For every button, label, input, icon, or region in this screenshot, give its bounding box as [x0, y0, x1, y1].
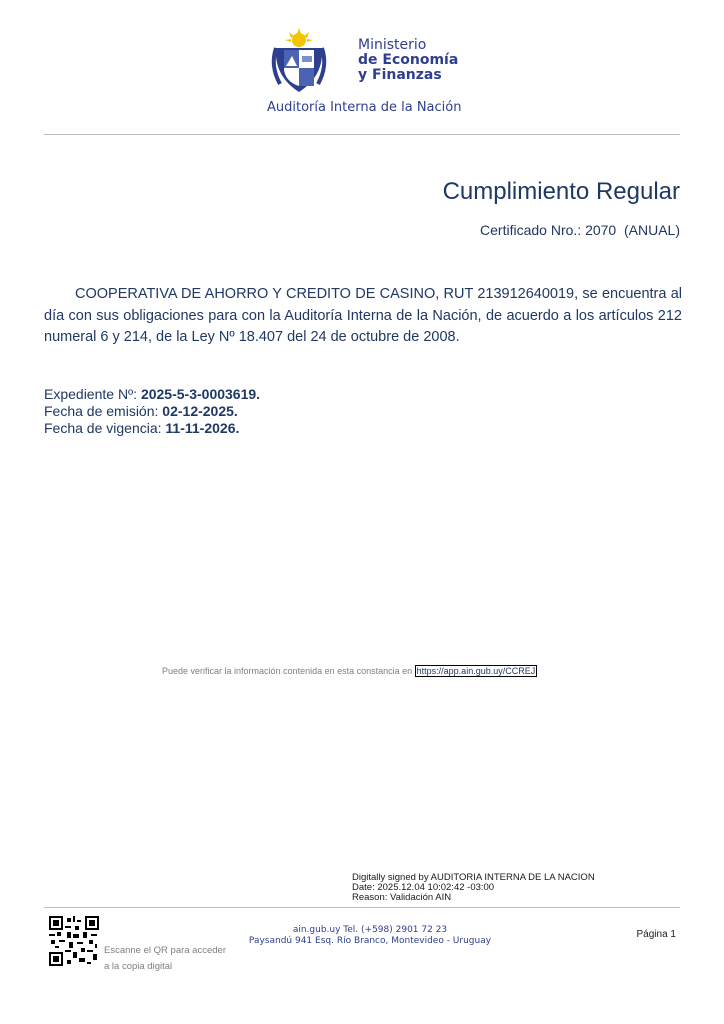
- ministry-name: [358, 38, 458, 83]
- expediente-label: Expediente Nº:: [44, 386, 141, 402]
- ministry-line-1: Ministerio: [358, 37, 427, 53]
- vigencia-row: [44, 420, 260, 437]
- vigencia-value: 11-11-2026.: [165, 420, 240, 436]
- agency-name: Auditoría Interna de la Nación: [267, 100, 462, 115]
- verification-text: Puede verificar la información contenida en esta constancia en: [162, 666, 415, 676]
- qr-caption-line-2: a la copia digital: [104, 961, 173, 972]
- contact-line-1: ain.gub.uy Tel. (+598) 2901 72 23: [292, 925, 448, 935]
- certificate-body: COOPERATIVA DE AHORRO Y CREDITO DE CASINO, RUT 213912640019, se encuentra al día con sus obligaciones para con la Auditoría Interna de la Nación, de acuerdo a los artículos 212 numeral 6 y 214, de la Ley Nº 18.407 del 24 de octubre de 2008.: [44, 286, 682, 345]
- qr-code-icon[interactable]: [49, 916, 99, 966]
- verification-link[interactable]: https://app.ain.gub.uy/CCREJ: [416, 666, 536, 676]
- signature-line-3: Reason: Validación AIN: [352, 892, 452, 903]
- signature-line-2: Date: 2025.12.04 10:02:42 -03:00: [352, 882, 495, 893]
- certificate-facts: [44, 386, 260, 437]
- expediente-value: 2025-5-3-0003619.: [140, 386, 261, 402]
- qr-caption-line-1: Escanne el QR para acceder: [104, 945, 226, 956]
- certificate-title: Cumplimiento Regular: [442, 178, 680, 205]
- ministry-line-3: y Finanzas: [358, 67, 442, 83]
- digital-signature: [352, 873, 595, 903]
- expediente-row: [44, 386, 260, 403]
- emision-row: [44, 403, 260, 420]
- coat-of-arms-logo: [266, 26, 332, 98]
- certificate-number: Certificado Nro.: 2070 (ANUAL): [480, 222, 680, 238]
- qr-caption: [104, 943, 226, 975]
- contact-line-2: Paysandú 941 Esq. Río Branco, Montevideo - Uruguay: [248, 936, 492, 946]
- ministry-line-2: de Economía: [358, 52, 459, 68]
- page-number: Página 1: [636, 929, 676, 940]
- vigencia-label: Fecha de vigencia:: [44, 420, 166, 436]
- verification-note: [162, 666, 537, 676]
- header-divider: [44, 134, 680, 135]
- footer-divider: [44, 907, 680, 908]
- signature-line-1: Digitally signed by AUDITORIA INTERNA DE LA NACION: [352, 872, 595, 883]
- emision-value: 02-12-2025.: [162, 403, 238, 419]
- emision-label: Fecha de emisión:: [44, 403, 163, 419]
- footer-contact: [240, 925, 500, 947]
